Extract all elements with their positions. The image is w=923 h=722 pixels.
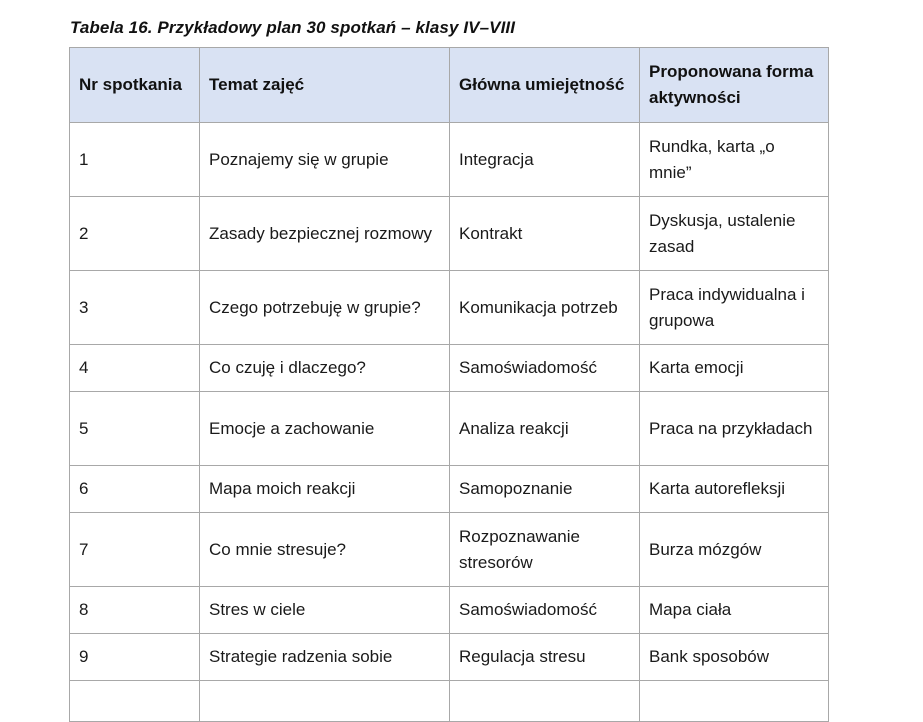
header-activity-form: Proponowana forma aktywności — [640, 48, 829, 123]
cell-skill: Samopoznanie — [450, 466, 640, 513]
cell-skill — [450, 681, 640, 722]
table-row — [70, 587, 829, 634]
cell-skill: Samoświadomość — [450, 587, 640, 634]
cell-activity: Burza mózgów — [640, 513, 829, 587]
table-row — [70, 634, 829, 681]
cell-topic: Czego potrzebuję w grupie? — [200, 271, 450, 345]
header-topic: Temat zajęć — [200, 48, 450, 123]
cell-activity: Mapa ciała — [640, 587, 829, 634]
cell-activity: Dyskusja, ustalenie zasad — [640, 197, 829, 271]
table-header-row — [70, 48, 829, 123]
cell-topic: Strategie radzenia sobie — [200, 634, 450, 681]
cell-number: 4 — [70, 345, 200, 392]
cell-number: 2 — [70, 197, 200, 271]
header-meeting-number: Nr spotkania — [70, 48, 200, 123]
cell-number: 5 — [70, 392, 200, 466]
header-main-skill: Główna umiejętność — [450, 48, 640, 123]
table-row — [70, 271, 829, 345]
cell-topic — [200, 681, 450, 722]
cell-topic: Mapa moich reakcji — [200, 466, 450, 513]
cell-skill: Integracja — [450, 123, 640, 197]
cell-skill: Samoświadomość — [450, 345, 640, 392]
table-row — [70, 123, 829, 197]
meeting-plan-table — [69, 47, 829, 722]
cell-skill: Rozpoznawanie stresorów — [450, 513, 640, 587]
cell-activity — [640, 681, 829, 722]
table-row — [70, 392, 829, 466]
cell-topic: Co czuję i dlaczego? — [200, 345, 450, 392]
cell-number: 9 — [70, 634, 200, 681]
cell-activity: Karta emocji — [640, 345, 829, 392]
cell-skill: Komunikacja potrzeb — [450, 271, 640, 345]
table-row — [70, 681, 829, 722]
table-row — [70, 197, 829, 271]
cell-skill: Regulacja stresu — [450, 634, 640, 681]
cell-activity: Praca na przykładach — [640, 392, 829, 466]
table-row — [70, 466, 829, 513]
table-row — [70, 513, 829, 587]
cell-number: 6 — [70, 466, 200, 513]
cell-activity: Praca indywidualna i grupowa — [640, 271, 829, 345]
table-row — [70, 345, 829, 392]
cell-number: 7 — [70, 513, 200, 587]
cell-activity: Karta autorefleksji — [640, 466, 829, 513]
cell-number: 8 — [70, 587, 200, 634]
cell-activity: Rundka, karta „o mnie” — [640, 123, 829, 197]
cell-activity: Bank sposobów — [640, 634, 829, 681]
cell-skill: Kontrakt — [450, 197, 640, 271]
cell-topic: Co mnie stresuje? — [200, 513, 450, 587]
cell-topic: Poznajemy się w grupie — [200, 123, 450, 197]
cell-number — [70, 681, 200, 722]
table-caption: Tabela 16. Przykładowy plan 30 spotkań – klasy IV–VIII — [70, 18, 516, 37]
cell-number: 3 — [70, 271, 200, 345]
cell-topic: Stres w ciele — [200, 587, 450, 634]
cell-number: 1 — [70, 123, 200, 197]
cell-topic: Emocje a zachowanie — [200, 392, 450, 466]
cell-skill: Analiza reakcji — [450, 392, 640, 466]
cell-topic: Zasady bezpiecznej rozmowy — [200, 197, 450, 271]
